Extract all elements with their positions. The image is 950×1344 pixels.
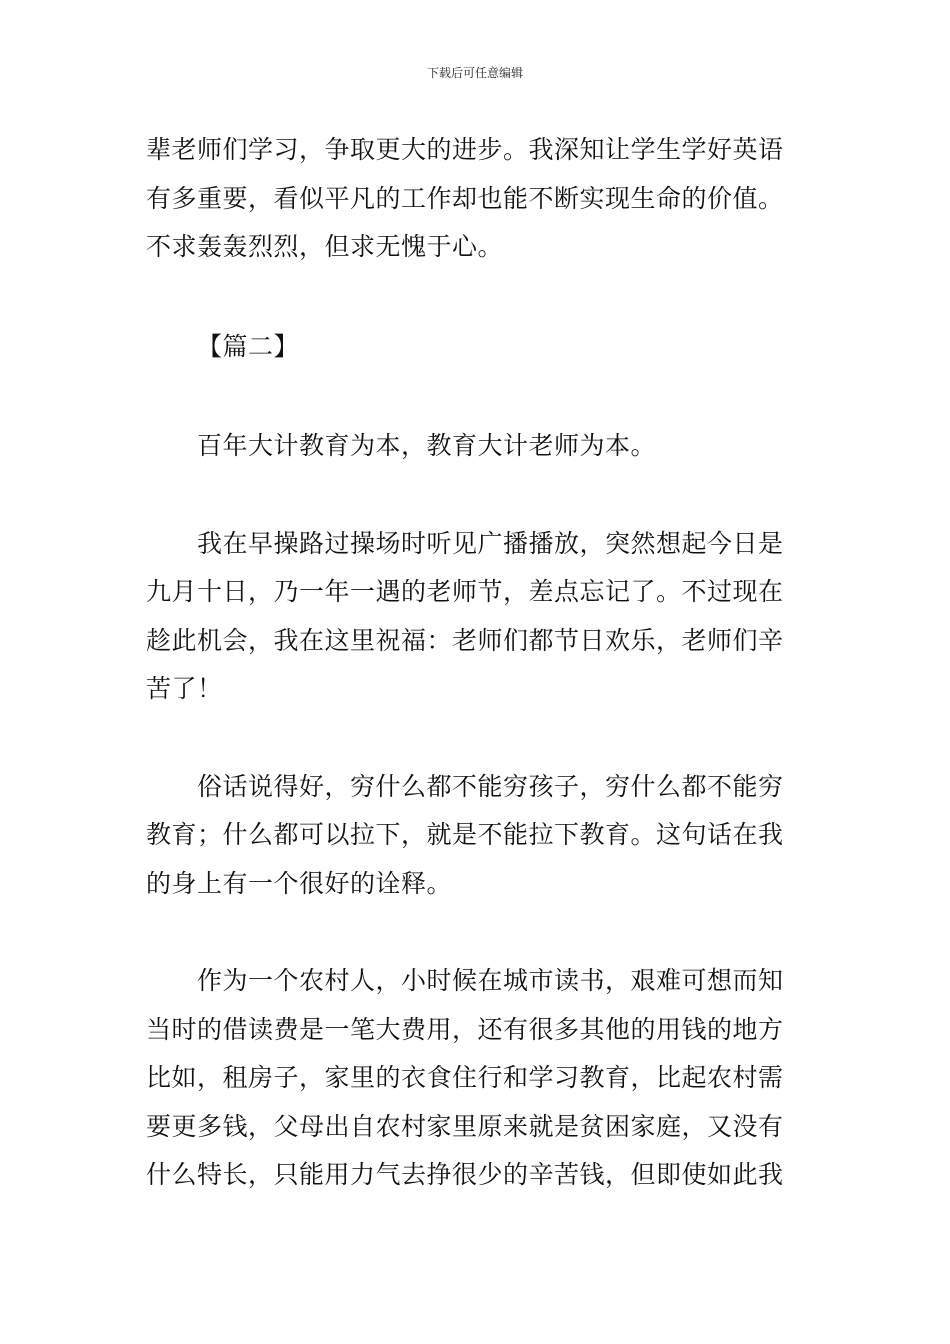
text-line: 有多重要，看似平凡的工作却也能不断实现生命的价值。 xyxy=(146,183,784,213)
text-line: 的身上有一个很好的诠释。 xyxy=(146,868,453,898)
text-line: 什么特长，只能用力气去挣很少的辛苦钱，但即使如此我 xyxy=(146,1160,784,1189)
text-line: 教育；什么都可以拉下，就是不能拉下教育。这句话在我 xyxy=(146,820,784,849)
text-line: 苦了！ xyxy=(146,674,223,703)
paragraph-spacer xyxy=(146,272,816,323)
section-title: 【篇二】 xyxy=(197,331,300,361)
text-line: 趁此机会，我在这里祝福：老师们都节日欢乐，老师们辛 xyxy=(146,625,784,655)
text-line: 辈老师们学习，争取更大的进步。我深知让学生学好英语 xyxy=(146,135,784,164)
text-line: 当时的借读费是一笔大费用，还有很多其他的用钱的地方 xyxy=(146,1014,784,1044)
text-line: 我在早操路过操场时听见广播播放，突然想起今日是 xyxy=(197,528,784,558)
paragraph-spacer xyxy=(146,371,816,422)
text-line: 作为一个农村人，小时候在城市读书，艰难可想而知 xyxy=(197,966,784,995)
paragraph-spacer xyxy=(146,471,816,520)
paragraph-spacer xyxy=(146,908,816,957)
paragraph-rural-background xyxy=(146,957,816,1200)
paragraph-proverb xyxy=(146,763,816,909)
paragraph-teachers-day xyxy=(146,520,816,714)
paragraph-continuation xyxy=(146,126,816,272)
paragraph-spacer xyxy=(146,714,816,763)
text-line: 俗话说得好，穷什么都不能穷孩子，穷什么都不能穷 xyxy=(197,771,784,801)
section-heading xyxy=(146,323,816,372)
text-line: 要更多钱，父母出自农村家里原来就是贫困家庭，又没有 xyxy=(146,1111,784,1141)
text-line: 九月十日，乃一年一遇的老师节，差点忘记了。不过现在 xyxy=(146,577,784,606)
paragraph-motto xyxy=(146,422,816,471)
text-line: 不求轰轰烈烈，但求无愧于心。 xyxy=(146,232,504,261)
text-line: 百年大计教育为本，教育大计老师为本。 xyxy=(197,431,657,460)
document-body xyxy=(146,126,816,1200)
text-line: 比如，租房子，家里的衣食住行和学习教育，比起农村需 xyxy=(146,1063,784,1092)
page-header: 下载后可任意编辑 xyxy=(426,66,523,80)
